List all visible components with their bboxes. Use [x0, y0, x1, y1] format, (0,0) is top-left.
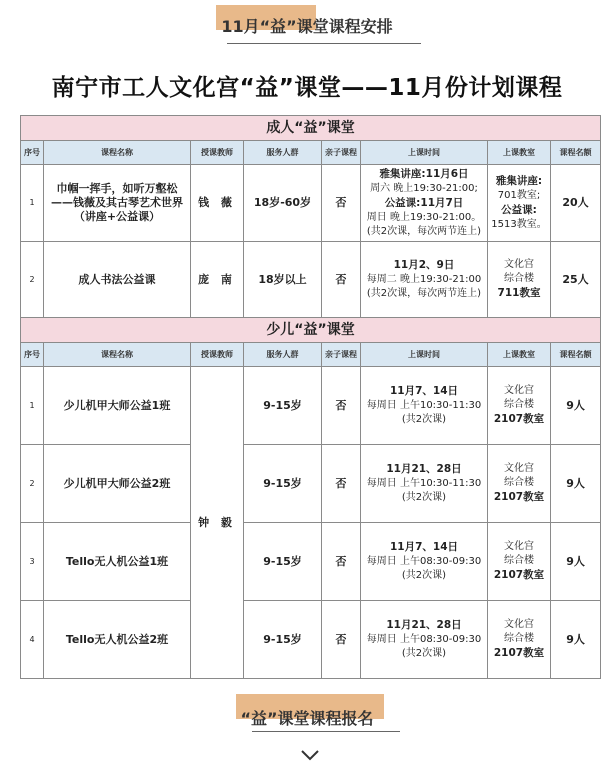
class-time-line: (共2次课) [401, 570, 447, 581]
classroom [488, 601, 551, 679]
row-number: 1 [21, 165, 44, 242]
table-row [21, 242, 601, 318]
column-header: 课程名称 [44, 343, 191, 367]
class-time-line: 每周日 上午08:30-09:30 [366, 634, 482, 645]
course-name-line: ——钱薇及其古琴艺术世界 [51, 196, 183, 209]
classroom-line: 文化宫 [504, 259, 534, 270]
column-header: 亲子课程 [322, 141, 361, 165]
table-row [21, 367, 601, 445]
class-time-line: 11月7、14日 [389, 541, 459, 553]
class-time-line: (共2次课) [401, 648, 447, 659]
table-row [21, 165, 601, 242]
class-time-line: (共2次课，每次两节连上) [366, 226, 482, 237]
class-time [361, 242, 488, 318]
column-header: 授课教师 [191, 343, 244, 367]
course-name [44, 242, 191, 318]
quota: 25人 [551, 242, 601, 318]
class-time [361, 165, 488, 242]
class-time [361, 601, 488, 679]
chevron-down-icon[interactable] [296, 747, 324, 763]
classroom [488, 165, 551, 242]
class-time-line: (共2次课) [401, 492, 447, 503]
classroom-line: 公益课: [501, 204, 537, 216]
audience: 9-15岁 [244, 523, 322, 601]
classroom-line: 综合楼 [504, 273, 534, 284]
class-time-line: 周日 晚上19:30-21:00。 [366, 212, 482, 223]
class-time-line: 11月21、28日 [386, 463, 462, 475]
family-course: 否 [322, 523, 361, 601]
audience: 9-15岁 [244, 367, 322, 445]
classroom [488, 523, 551, 601]
class-time-line: 雅集讲座:11月6日 [379, 168, 469, 180]
banner-underline [252, 731, 400, 732]
classroom-line: 综合楼 [504, 555, 534, 566]
family-course: 否 [322, 601, 361, 679]
classroom-line: 2107教室 [493, 413, 545, 425]
audience: 9-15岁 [244, 445, 322, 523]
teacher: 钟 毅 [191, 367, 244, 679]
quota: 9人 [551, 523, 601, 601]
section-title-kids-row [21, 318, 601, 343]
top-banner [0, 0, 614, 50]
classroom-line: 综合楼 [504, 633, 534, 644]
signup-banner[interactable] [0, 690, 614, 740]
class-time-line: 11月7、14日 [389, 385, 459, 397]
classroom-line: 文化宫 [504, 385, 534, 396]
audience: 18岁以上 [244, 242, 322, 318]
row-number: 3 [21, 523, 44, 601]
classroom [488, 445, 551, 523]
classroom-line: 2107教室 [493, 491, 545, 503]
column-header: 课程名额 [551, 141, 601, 165]
classroom-line: 综合楼 [504, 477, 534, 488]
table-row [21, 445, 601, 523]
row-number: 4 [21, 601, 44, 679]
class-time [361, 523, 488, 601]
course-name: 少儿机甲大师公益2班 [44, 445, 191, 523]
classroom-line: 雅集讲座: [495, 175, 543, 187]
quota: 9人 [551, 601, 601, 679]
class-time-line: 每周二 晚上19:30-21:00 [366, 274, 482, 285]
course-name: Tello无人机公益2班 [44, 601, 191, 679]
audience: 18岁-60岁 [244, 165, 322, 242]
table-header-row [21, 141, 601, 165]
banner-title: 11月“益”课堂课程安排 [221, 17, 393, 36]
course-name-line: （讲座+公益课） [73, 210, 161, 223]
class-time [361, 445, 488, 523]
section-title-adult-row [21, 116, 601, 141]
row-number: 2 [21, 242, 44, 318]
column-header: 亲子课程 [322, 343, 361, 367]
column-header: 上课教室 [488, 141, 551, 165]
classroom-line: 综合楼 [504, 399, 534, 410]
column-header: 上课教室 [488, 343, 551, 367]
classroom-line: 2107教室 [493, 569, 545, 581]
course-name-line: 巾帼一挥手，如听万壑松 [56, 182, 178, 195]
class-time-line: 11月21、28日 [386, 619, 462, 631]
table-header-row [21, 343, 601, 367]
teacher: 钱 薇 [191, 165, 244, 242]
classroom-line: 701教室; [497, 190, 541, 201]
classroom-line: 1513教室。 [491, 219, 547, 230]
family-course: 否 [322, 242, 361, 318]
quota: 9人 [551, 445, 601, 523]
classroom-line: 文化宫 [504, 463, 534, 474]
column-header: 授课教师 [191, 141, 244, 165]
class-time-line: (共2次课，每次两节连上) [366, 288, 482, 299]
classroom-line: 2107教室 [493, 647, 545, 659]
audience: 9-15岁 [244, 601, 322, 679]
row-number: 2 [21, 445, 44, 523]
column-header: 序号 [21, 343, 44, 367]
course-name-line: 成人书法公益课 [78, 272, 156, 286]
column-header: 上课时间 [361, 343, 488, 367]
column-header: 序号 [21, 141, 44, 165]
teacher: 庞 南 [191, 242, 244, 318]
column-header: 服务人群 [244, 343, 322, 367]
course-name: 少儿机甲大师公益1班 [44, 367, 191, 445]
quota: 9人 [551, 367, 601, 445]
classroom [488, 242, 551, 318]
classroom-line: 文化宫 [504, 619, 534, 630]
table-row [21, 523, 601, 601]
column-header: 服务人群 [244, 141, 322, 165]
family-course: 否 [322, 165, 361, 242]
section-title-kids: 少儿“益”课堂 [21, 318, 601, 343]
course-name [44, 165, 191, 242]
column-header: 课程名额 [551, 343, 601, 367]
family-course: 否 [322, 445, 361, 523]
quota: 20人 [551, 165, 601, 242]
page-title: 南宁市工人文化宫“益”课堂——11月份计划课程 [51, 75, 563, 101]
class-time-line: 11月2、9日 [393, 259, 455, 271]
column-header: 上课时间 [361, 141, 488, 165]
class-time-line: 公益课:11月7日 [384, 197, 464, 209]
table-row [21, 601, 601, 679]
course-name: Tello无人机公益1班 [44, 523, 191, 601]
class-time-line: 每周日 上午10:30-11:30 [366, 478, 482, 489]
class-time-line: 每周日 上午10:30-11:30 [366, 400, 482, 411]
class-time-line: 周六 晚上19:30-21:00; [370, 183, 478, 194]
classroom-line: 文化宫 [504, 541, 534, 552]
classroom-line: 711教室 [497, 287, 541, 299]
banner-underline [227, 43, 421, 44]
section-title-adult: 成人“益”课堂 [21, 116, 601, 141]
column-header: 课程名称 [44, 141, 191, 165]
class-time [361, 367, 488, 445]
family-course: 否 [322, 367, 361, 445]
course-schedule-table [20, 115, 601, 679]
classroom [488, 367, 551, 445]
row-number: 1 [21, 367, 44, 445]
class-time-line: 每周日 上午08:30-09:30 [366, 556, 482, 567]
class-time-line: (共2次课) [401, 414, 447, 425]
signup-title: “益”课堂课程报名 [240, 709, 374, 728]
